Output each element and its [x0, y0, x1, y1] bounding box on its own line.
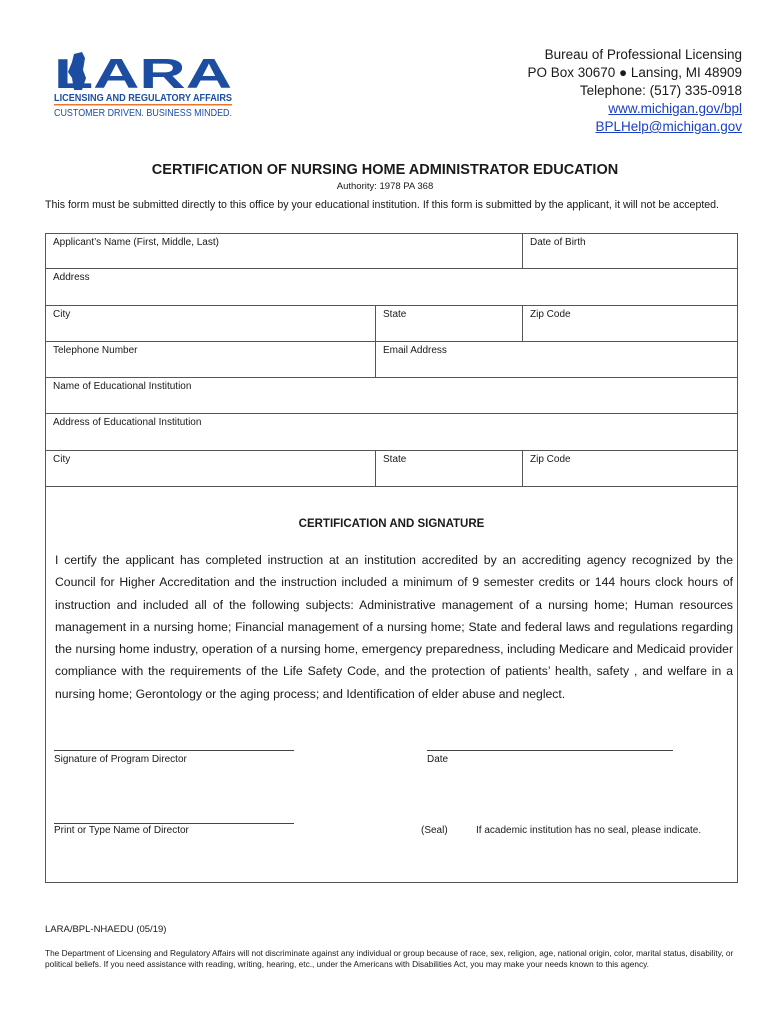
- print-name-line[interactable]: [54, 823, 294, 824]
- signature-line[interactable]: [54, 750, 294, 751]
- bureau-telephone: Telephone: (517) 335-0918: [579, 83, 742, 98]
- row-address: [46, 269, 737, 306]
- logo-wordmark: LARA: [54, 50, 232, 97]
- zip-field[interactable]: [522, 306, 738, 341]
- address-label: Address: [53, 272, 90, 283]
- city-label: City: [53, 309, 71, 320]
- row-institution-name: [46, 378, 737, 414]
- form-code: LARA/BPL-NHAEDU (05/19): [45, 924, 167, 935]
- logo-line1: LICENSING AND REGULATORY AFFAIRS: [54, 92, 232, 104]
- institution-state-field[interactable]: [375, 451, 522, 486]
- row-institution-city: [46, 451, 737, 487]
- institution-city-label: City: [53, 454, 71, 465]
- date-label: Date: [427, 754, 449, 765]
- institution-name-label: Name of Educational Institution: [53, 381, 192, 392]
- applicant-name-label: Applicant’s Name (First, Middle, Last): [53, 237, 219, 248]
- email-field[interactable]: [375, 342, 738, 377]
- row-applicant: [46, 234, 737, 269]
- institution-zip-field[interactable]: [522, 451, 738, 486]
- nondiscrimination-notice: The Department of Licensing and Regulatory Affairs will not discriminate against any individual or group because of race, sex, religion, age, national origin, color, marital status, disability, or political beliefs. If you need assistance with reading, writing, hearing, etc., under the Americans with Disabilities Act, you may make your needs known to this agency.: [45, 948, 734, 969]
- authority-line: Authority: 1978 PA 368: [336, 181, 434, 192]
- institution-state-label: State: [383, 454, 407, 465]
- date-of-birth-field[interactable]: [522, 234, 738, 268]
- state-field[interactable]: [375, 306, 522, 341]
- telephone-label: Telephone Number: [53, 345, 138, 356]
- row-institution-address: [46, 414, 737, 451]
- print-name-label: Print or Type Name of Director: [54, 825, 189, 836]
- signature-label: Signature of Program Director: [54, 754, 187, 765]
- institution-city-field[interactable]: [46, 451, 375, 486]
- telephone-field[interactable]: [46, 342, 375, 377]
- bureau-name: Bureau of Professional Licensing: [544, 47, 742, 62]
- zip-label: Zip Code: [530, 309, 571, 320]
- bureau-address: PO Box 30670 ● Lansing, MI 48909: [527, 65, 742, 80]
- institution-address-field[interactable]: [46, 414, 738, 450]
- certification-title: CERTIFICATION AND SIGNATURE: [298, 518, 485, 530]
- applicant-name-field[interactable]: [46, 234, 522, 268]
- city-field[interactable]: [46, 306, 375, 341]
- bureau-email-link[interactable]: BPLHelp@michigan.gov: [595, 119, 742, 134]
- seal-note: If academic institution has no seal, please indicate.: [476, 825, 702, 836]
- institution-address-label: Address of Educational Institution: [53, 417, 202, 428]
- form-box: [45, 233, 738, 883]
- date-of-birth-label: Date of Birth: [530, 237, 586, 248]
- row-contact: [46, 342, 737, 378]
- seal-label: (Seal): [421, 825, 448, 836]
- state-label: State: [383, 309, 407, 320]
- bureau-contact: [422, 46, 742, 136]
- email-label: Email Address: [383, 345, 447, 356]
- address-field[interactable]: [46, 269, 738, 305]
- institution-name-field[interactable]: [46, 378, 738, 413]
- institution-zip-label: Zip Code: [530, 454, 571, 465]
- bureau-website-link[interactable]: www.michigan.gov/bpl: [608, 101, 742, 116]
- intro-text: This form must be submitted directly to this office by your educational institution. If this form is submitted by the applicant, it will not be accepted.: [45, 199, 720, 211]
- lara-logo: [52, 48, 234, 118]
- row-city: [46, 306, 737, 342]
- certification-text: I certify the applicant has completed instruction at an institution accredited by an accrediting agency recognized by the Council for Higher Accreditation and the instruction included a minimum of 9 semester credits or 144 hours clock hours of instruction and included all of the following subjects: Administrative management of a nursing home; Human resources management in a nursing home; Financial management of a nursing home; State and federal laws and regulations regarding the nursing home industry, operation of a nursing home, emergency preparedness, including Medicare and Medicaid provider compliance with the requirements of the Life Safety Code, and the protection of patients’ health, safety , and welfare in a nursing home; Gerontology or the aging process; and Identification of elder abuse and neglect.: [55, 553, 733, 701]
- logo-line2: CUSTOMER DRIVEN. BUSINESS MINDED.: [54, 107, 232, 119]
- date-line[interactable]: [427, 750, 673, 751]
- form-title: CERTIFICATION OF NURSING HOME ADMINISTRATOR EDUCATION: [151, 162, 619, 178]
